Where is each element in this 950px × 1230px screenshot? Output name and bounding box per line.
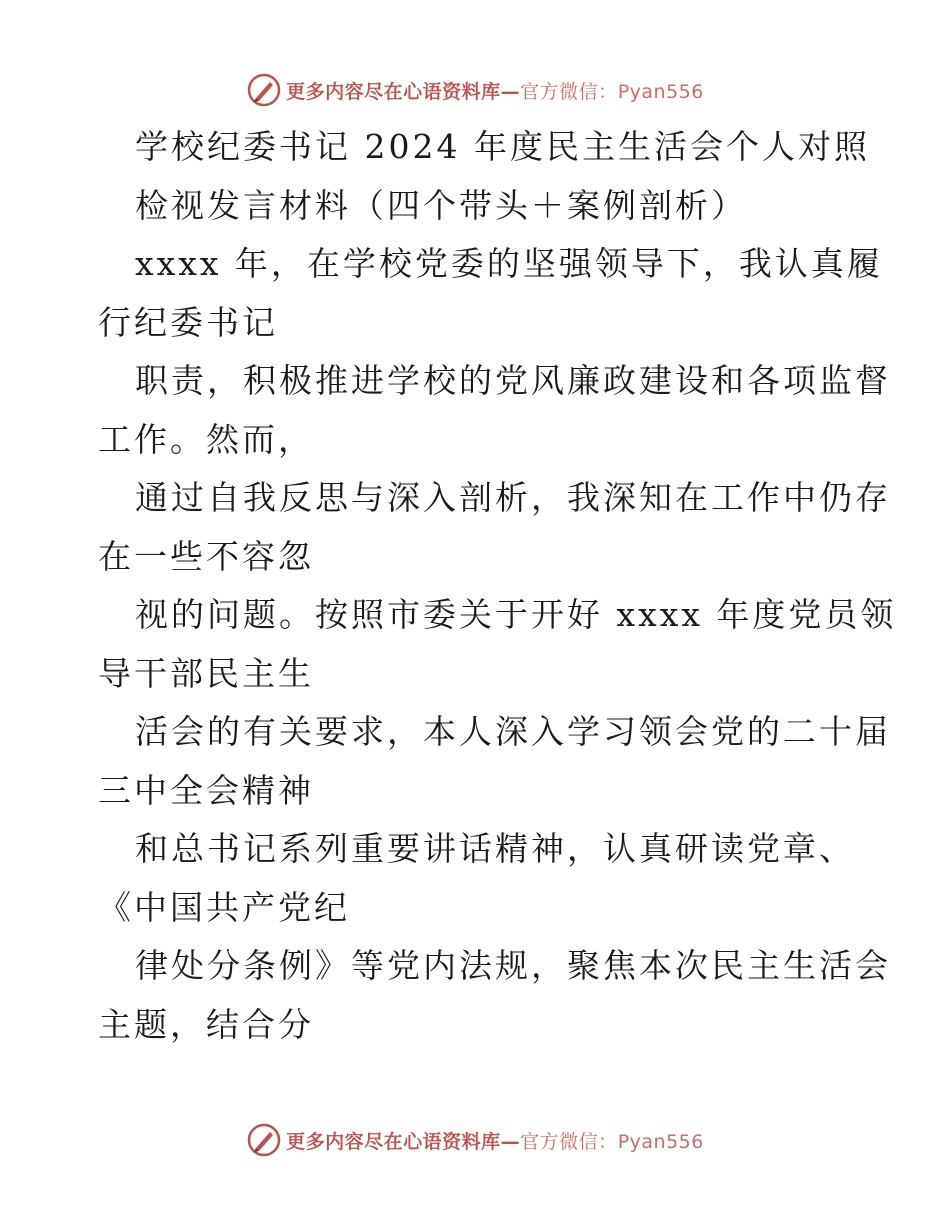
watermark-dash: — — [500, 80, 521, 103]
paragraph-line: 三中全会精神 — [98, 770, 314, 810]
paragraph-line: 活会的有关要求，本人深入学习领会党的二十届 — [135, 712, 891, 751]
paragraph-line: 通过自我反思与深入剖析，我深知在工作中仍存 — [135, 478, 891, 517]
paragraph-line: 主题，结合分 — [98, 1004, 314, 1044]
header-watermark — [0, 70, 950, 110]
paragraph-line: 律处分条例》等党内法规，聚焦本次民主生活会 — [135, 946, 891, 985]
paragraph-line: 职责，积极推进学校的党风廉政建设和各项监督 — [135, 361, 891, 400]
watermark-wechat-id: Pyan556 — [617, 1130, 704, 1153]
pen-logo-icon — [246, 1122, 282, 1158]
watermark-site-text: 更多内容尽在心语资料库 — [286, 1130, 501, 1153]
watermark-wechat-label: 官方微信： — [520, 80, 618, 103]
paragraph-line: 《中国共产党纪 — [98, 887, 350, 927]
footer-watermark — [0, 1120, 950, 1160]
watermark-wechat-id: Pyan556 — [617, 80, 704, 103]
title-line-2: 检视发言材料（四个带头＋案例剖析） — [135, 185, 747, 225]
watermark-wechat-label: 官方微信： — [520, 1130, 618, 1153]
paragraph-line: 视的问题。按照市委关于开好 xxxx 年度党员领 — [135, 595, 897, 634]
watermark-dash: — — [500, 1130, 521, 1153]
title-line-1: 学校纪委书记 2024 年度民主生活会个人对照 — [135, 127, 870, 166]
paragraph-line: 工作。然而， — [98, 419, 314, 459]
paragraph-line: 导干部民主生 — [98, 653, 314, 693]
watermark-site-text: 更多内容尽在心语资料库 — [286, 80, 501, 103]
paragraph-line: 行纪委书记 — [98, 302, 278, 342]
paragraph-line: 和总书记系列重要讲话精神，认真研读党章、 — [135, 829, 855, 868]
pen-logo-icon — [246, 72, 282, 108]
paragraph-line: xxxx 年，在学校党委的坚强领导下，我认真履 — [135, 244, 883, 283]
paragraph-line: 在一些不容忽 — [98, 536, 314, 576]
document-body — [98, 118, 897, 1054]
